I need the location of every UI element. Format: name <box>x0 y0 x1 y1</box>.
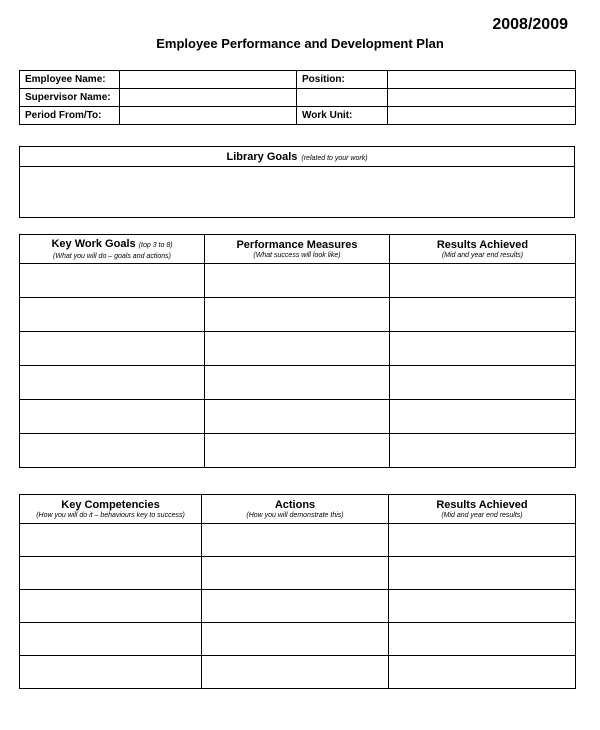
table-row <box>20 557 576 590</box>
result-cell[interactable] <box>390 298 576 332</box>
result-cell[interactable] <box>389 590 576 623</box>
actions-title: Actions <box>274 498 316 511</box>
work-goals-table <box>19 234 576 468</box>
competency-cell[interactable] <box>20 623 202 656</box>
competency-cell[interactable] <box>20 557 202 590</box>
result-cell[interactable] <box>390 366 576 400</box>
competencies-table <box>19 494 576 689</box>
performance-measures-title: Performance Measures <box>236 238 358 251</box>
period-field[interactable] <box>120 107 297 125</box>
result-cell[interactable] <box>390 434 576 468</box>
info-row-period <box>20 107 576 125</box>
work-goals-header-row <box>20 235 576 264</box>
result-cell[interactable] <box>389 524 576 557</box>
table-row <box>20 264 576 298</box>
result-cell[interactable] <box>389 557 576 590</box>
library-goals-header <box>20 147 575 167</box>
performance-measures-header <box>205 235 390 264</box>
library-goals-field[interactable] <box>20 167 575 218</box>
goal-cell[interactable] <box>20 332 205 366</box>
goals-results-achieved-title: Results Achieved <box>436 238 529 251</box>
library-goals-table <box>19 146 575 218</box>
action-cell[interactable] <box>202 656 389 689</box>
table-row <box>20 623 576 656</box>
table-row <box>20 590 576 623</box>
supervisor-name-field[interactable] <box>120 89 297 107</box>
work-unit-label: Work Unit: <box>297 107 388 125</box>
position-field[interactable] <box>388 71 576 89</box>
work-unit-field[interactable] <box>388 107 576 125</box>
result-cell[interactable] <box>390 400 576 434</box>
table-row <box>20 332 576 366</box>
position-blank-cell <box>297 89 388 107</box>
action-cell[interactable] <box>202 590 389 623</box>
goal-cell[interactable] <box>20 400 205 434</box>
key-work-goals-subtitle: (What you will do – goals and actions) <box>53 252 171 260</box>
position-blank-field[interactable] <box>388 89 576 107</box>
measure-cell[interactable] <box>205 366 390 400</box>
actions-subtitle: (How you will demonstrate this) <box>246 511 344 519</box>
competencies-results-achieved-header <box>389 495 576 524</box>
goals-results-achieved-subtitle: (Mid and year end results) <box>441 251 524 259</box>
key-work-goals-title: Key Work Goals <box>51 237 136 250</box>
action-cell[interactable] <box>202 557 389 590</box>
table-row <box>20 366 576 400</box>
competency-cell[interactable] <box>20 590 202 623</box>
result-cell[interactable] <box>389 656 576 689</box>
goal-cell[interactable] <box>20 434 205 468</box>
key-work-goals-header <box>20 235 205 264</box>
goals-results-achieved-header <box>390 235 576 264</box>
measure-cell[interactable] <box>205 264 390 298</box>
supervisor-name-label: Supervisor Name: <box>20 89 120 107</box>
page-title: Employee Performance and Development Plan <box>156 36 444 51</box>
position-label: Position: <box>297 71 388 89</box>
measure-cell[interactable] <box>205 298 390 332</box>
employee-info-table <box>19 70 576 125</box>
key-competencies-title: Key Competencies <box>61 498 160 511</box>
table-row <box>20 656 576 689</box>
action-cell[interactable] <box>202 623 389 656</box>
table-row <box>20 400 576 434</box>
result-cell[interactable] <box>389 623 576 656</box>
measure-cell[interactable] <box>205 400 390 434</box>
competencies-results-achieved-subtitle: (Mid and year end results) <box>441 511 523 519</box>
competency-cell[interactable] <box>20 524 202 557</box>
info-row-supervisor <box>20 89 576 107</box>
key-competencies-subtitle: (How you will do it – behaviours key to success) <box>36 511 185 519</box>
library-goals-label: Library Goals <box>226 150 298 163</box>
period-label: Period From/To: <box>20 107 120 125</box>
employee-name-field[interactable] <box>120 71 297 89</box>
goal-cell[interactable] <box>20 298 205 332</box>
table-row <box>20 434 576 468</box>
table-row <box>20 524 576 557</box>
performance-measures-subtitle: (What success will look like) <box>253 251 341 259</box>
employee-name-label: Employee Name: <box>20 71 120 89</box>
table-row <box>20 298 576 332</box>
competencies-results-achieved-title: Results Achieved <box>436 498 528 511</box>
goal-cell[interactable] <box>20 264 205 298</box>
key-competencies-header <box>20 495 202 524</box>
info-row-employee <box>20 71 576 89</box>
key-work-goals-count-note: (top 3 to 8) <box>138 241 173 249</box>
measure-cell[interactable] <box>205 434 390 468</box>
result-cell[interactable] <box>390 332 576 366</box>
measure-cell[interactable] <box>205 332 390 366</box>
actions-header <box>202 495 389 524</box>
action-cell[interactable] <box>202 524 389 557</box>
competency-cell[interactable] <box>20 656 202 689</box>
library-goals-note: (related to your work) <box>301 154 368 162</box>
competencies-header-row <box>20 495 576 524</box>
plan-year: 2008/2009 <box>492 16 568 33</box>
goal-cell[interactable] <box>20 366 205 400</box>
result-cell[interactable] <box>390 264 576 298</box>
